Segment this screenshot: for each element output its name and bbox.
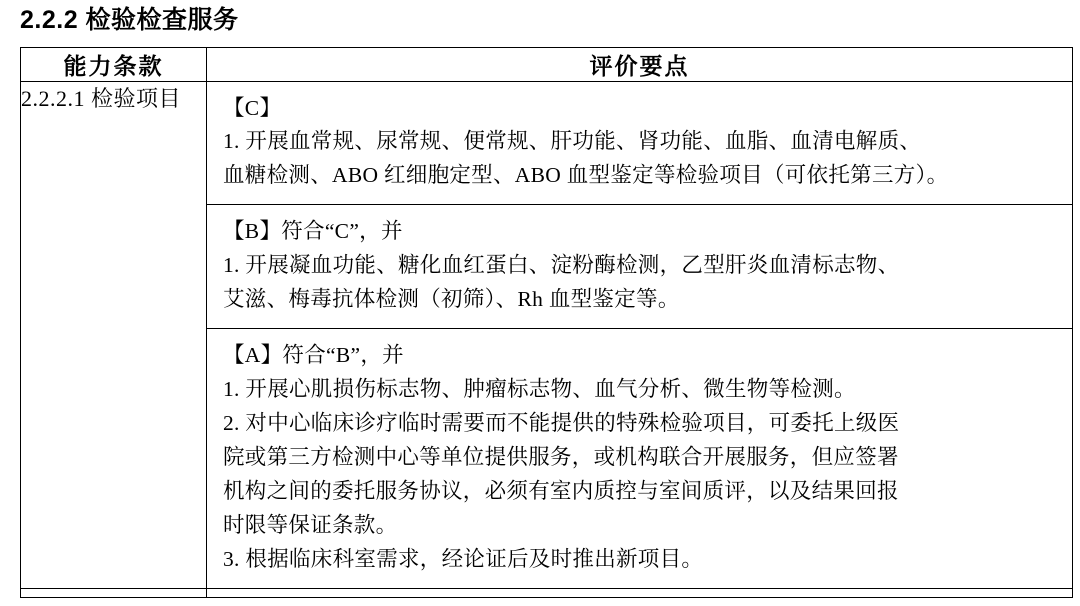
column-header-points: 评价要点 [207,47,1073,81]
column-header-clause: 能力条款 [21,47,207,81]
document-page [0,4,1080,606]
level-a-line-2: 2. 对中心临床诊疗临时需要而不能提供的特殊检验项目，可委托上级医 [223,411,900,436]
level-a-line-5: 时限等保证条款。 [223,513,398,538]
table-row-truncated [21,589,1073,598]
clause-code: 2.2.2.1 检验项目 [21,81,207,589]
evaluation-points-cell [207,81,1073,589]
level-a-line-4: 机构之间的委托服务协议，必须有室内质控与室间质评，以及结果回报 [223,479,899,504]
page-title: 2.2.2 检验检查服务 [20,6,239,34]
level-c-line-2: 血糖检测、ABO 红细胞定型、ABO 血型鉴定等检验项目（可依托第三方）。 [223,163,949,188]
level-label-b: 【B】符合“C”，并 [223,219,403,244]
level-block-c [207,82,1072,205]
level-c-line-1: 1. 开展血常规、尿常规、便常规、肝功能、肾功能、血脂、血清电解质、 [223,129,922,154]
capability-table [20,47,1073,599]
level-b-line-1: 1. 开展凝血功能、糖化血红蛋白、淀粉酶检测，乙型肝炎血清标志物、 [223,253,900,278]
level-block-a [207,328,1072,588]
level-a-line-6: 3. 根据临床科室需求，经论证后及时推出新项目。 [223,547,704,572]
level-block-b [207,204,1072,328]
level-label-a: 【A】符合“B”，并 [223,343,404,368]
table-header-row [21,47,1073,81]
points-cell-truncated [207,589,1073,598]
level-a-line-1: 1. 开展心肌损伤标志物、肿瘤标志物、血气分析、微生物等检测。 [223,377,856,402]
clause-cell-truncated [21,589,207,598]
level-b-line-2: 艾滋、梅毒抗体检测（初筛）、Rh 血型鉴定等。 [223,287,680,312]
table-row [21,81,1073,589]
level-a-line-3: 院或第三方检测中心等单位提供服务，或机构联合开展服务，但应签署 [223,445,899,470]
level-label-c: 【C】 [223,95,282,120]
